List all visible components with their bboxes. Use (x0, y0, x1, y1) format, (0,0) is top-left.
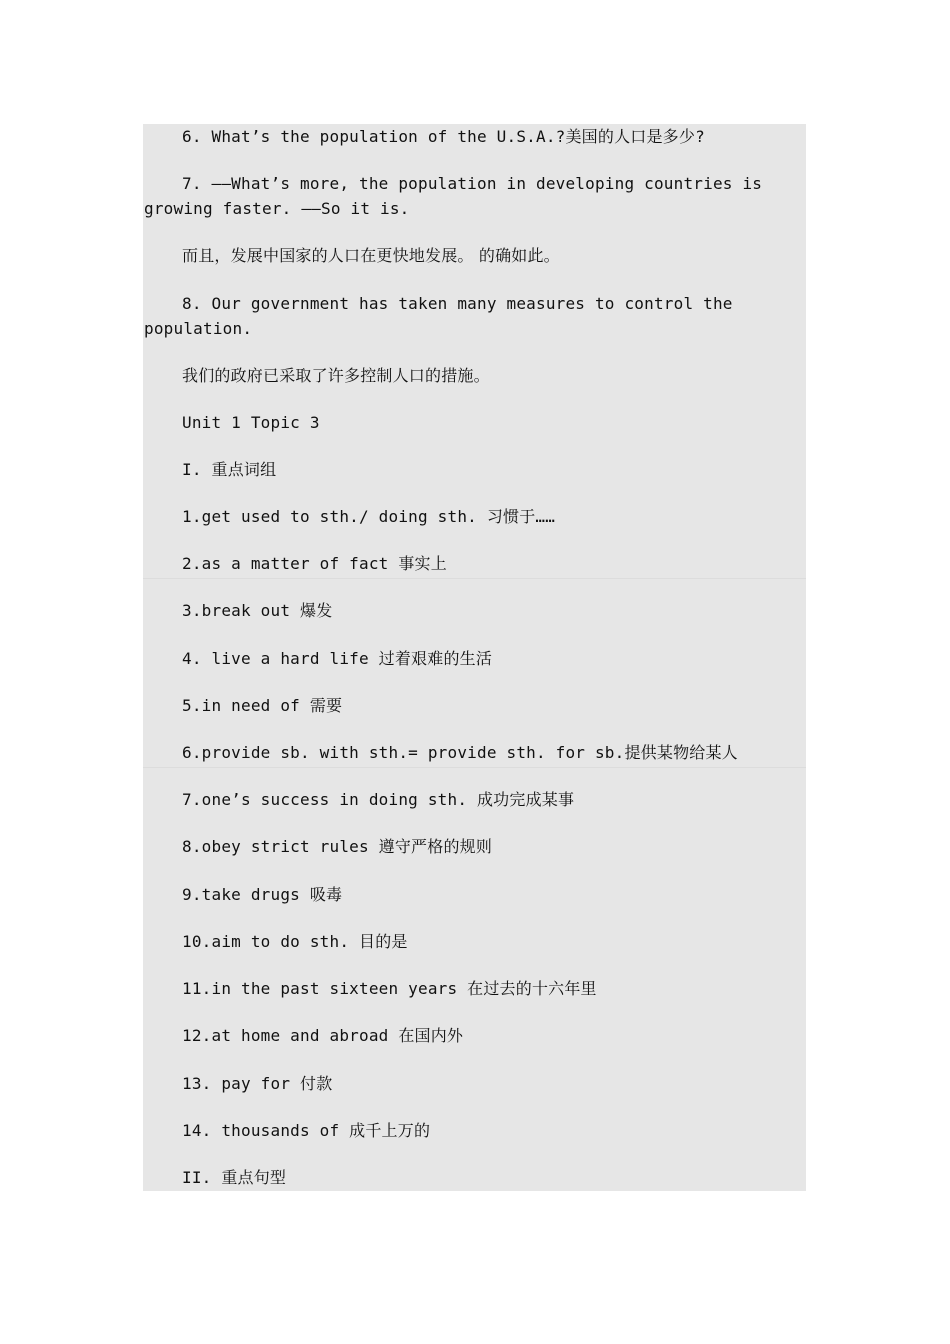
phrase-item-13: 13. pay for 付款 (182, 1074, 333, 1093)
phrase-item-12: 12.at home and abroad 在国内外 (182, 1026, 464, 1045)
phrase-item-14: 14. thousands of 成千上万的 (182, 1121, 431, 1140)
text-line-q6: 6. What’s the population of the U.S.A.?美国的人口是多少? (182, 127, 705, 146)
divider (143, 578, 806, 579)
phrase-item-4: 4. live a hard life 过着艰难的生活 (182, 649, 493, 668)
phrase-item-2: 2.as a matter of fact 事实上 (182, 554, 447, 573)
phrase-item-11: 11.in the past sixteen years 在过去的十六年里 (182, 979, 597, 998)
section-heading-sentences: II. 重点句型 (182, 1168, 287, 1187)
text-line-q7-cont: growing faster. ——So it is. (144, 199, 410, 218)
section-heading-phrases: I. 重点词组 (182, 460, 277, 479)
text-line-q8-translation: 我们的政府已采取了许多控制人口的措施。 (182, 366, 490, 385)
divider (143, 767, 806, 768)
phrase-item-7: 7.one’s success in doing sth. 成功完成某事 (182, 790, 575, 809)
phrase-item-10: 10.aim to do sth. 目的是 (182, 932, 408, 951)
phrase-item-1: 1.get used to sth./ doing sth. 习惯于…… (182, 507, 556, 526)
phrase-item-6: 6.provide sb. with sth.= provide sth. for sb.提供某物给某人 (182, 743, 738, 762)
text-line-q7-translation: 而且，发展中国家的人口在更快地发展。 的确如此。 (182, 246, 560, 265)
phrase-item-8: 8.obey strict rules 遵守严格的规则 (182, 837, 493, 856)
text-line-q8-cont: population. (144, 319, 253, 338)
phrase-item-5: 5.in need of 需要 (182, 696, 343, 715)
text-line-q7: 7. ——What’s more, the population in developing countries is (182, 174, 763, 193)
section-heading-unit: Unit 1 Topic 3 (182, 413, 320, 432)
phrase-item-3: 3.break out 爆发 (182, 601, 333, 620)
phrase-item-9: 9.take drugs 吸毒 (182, 885, 343, 904)
text-line-q8: 8. Our government has taken many measures to control the (182, 294, 733, 313)
